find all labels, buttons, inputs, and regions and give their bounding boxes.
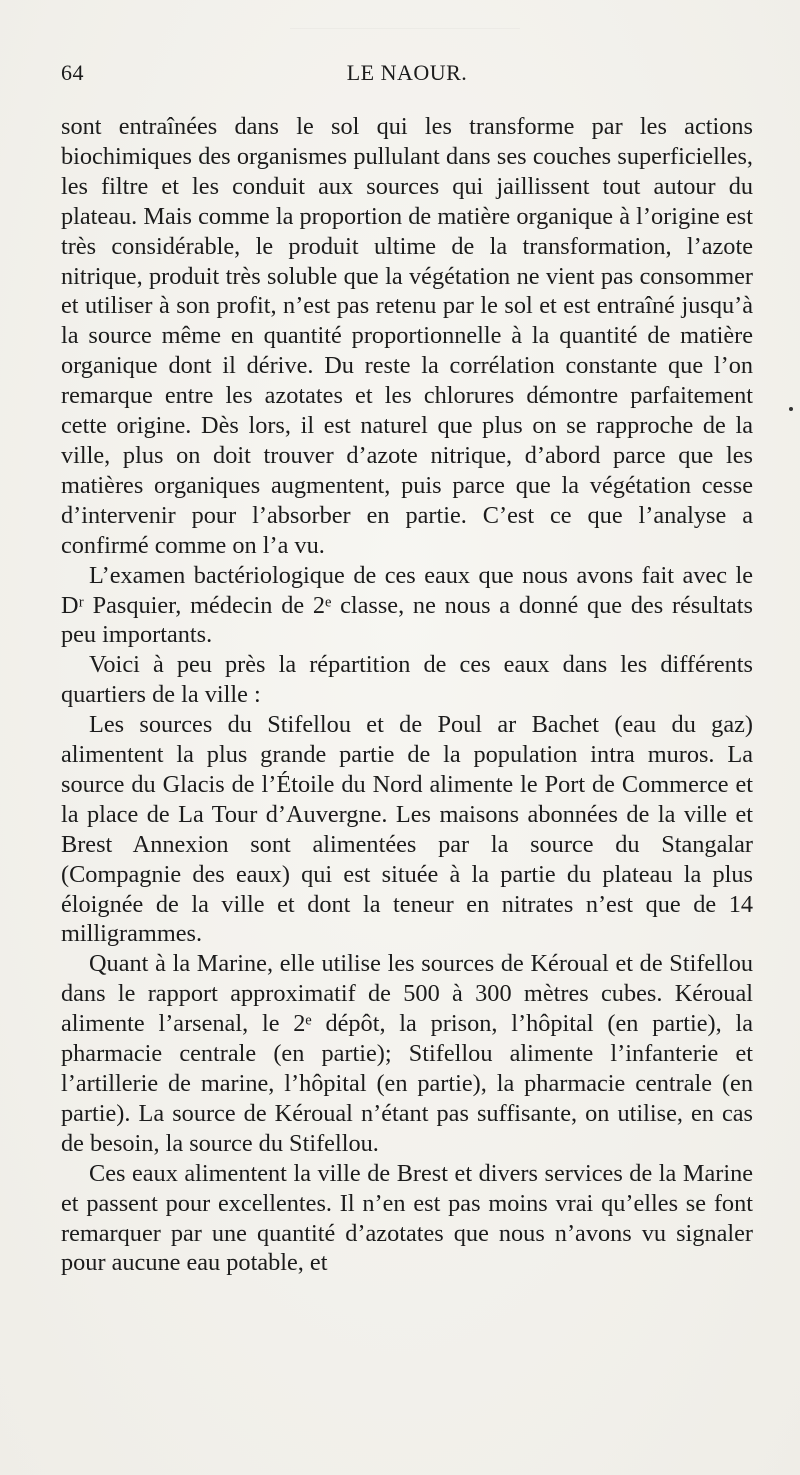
paragraph-navy-sources: Quant à la Marine, elle utilise les sources de Kéroual et de Stifellou dans le rapport approximatif de 500 à 300 mètres cubes. Kéroual alimente l’arsenal, le 2ᵉ dépôt, la prison, l’hôpital (en partie), la pharmacie centrale (en partie); Stifellou alimente l’infanterie et l’artillerie de marine, l’hôpital (en partie), la pharmacie centrale (en partie). La source de Kéroual n’étant pas suffisante, on utilise, en cas de besoin, la source du Stifellou. bbox=[61, 950, 753, 1157]
paragraph-continuation: sont entraînées dans le sol qui les transforme par les actions biochimiques des organismes pullulant dans ses couches superficielles, les filtre et les conduit aux sources qui jaillissent tout autour du plateau. Mais comme la proportion de matière organique à l’origine est très considérable, le produit ultime de la transformation, l’azote nitrique, produit très soluble que la végétation ne vient pas consommer et utiliser à son profit, n’est pas retenu par le sol et est entraîné jusqu’à la source même en quantité proportionnelle à la quantité de matière organique dont il dérive. Du reste la corrélation constante que l’on remarque entre les azotates et les chlorures démontre parfaitement cette origine. Dès lors, il est naturel que plus on se rapproche de la ville, plus on doit trouver d’azote nitrique, d’abord parce que les matières organiques augmentent, puis parce que la végétation cesse d’intervenir pour l’absorber en partie. C’est ce que l’analyse a confirmé comme on l’a vu. bbox=[61, 113, 753, 559]
body-text bbox=[61, 112, 753, 1278]
top-edge-bleed bbox=[290, 0, 520, 29]
paragraph-city-sources: Les sources du Stifellou et de Poul ar Bachet (eau du gaz) alimentent la plus grande partie de la population intra muros. La source du Glacis de l’Étoile du Nord alimente le Port de Commerce et la place de La Tour d’Auvergne. Les maisons abonnées de la ville et Brest Annexion sont alimentées par la source du Stangalar (Compagnie des eaux) qui est située à la partie du plateau la plus éloignée de la ville et dont la teneur en nitrates n’est que de 14 milligrammes. bbox=[61, 711, 753, 948]
page-number: 64 bbox=[61, 60, 84, 85]
margin-speck bbox=[789, 407, 793, 411]
paragraph-nitrates: Ces eaux alimentent la ville de Brest et divers services de la Marine et passent pour excellentes. Il n’en est pas moins vrai qu’elles se font remarquer par une quantité d’azotates que nous n’avons vu signaler pour aucune eau potable, et bbox=[61, 1159, 753, 1277]
paragraph-bacteriology: L’examen bactériologique de ces eaux que nous avons fait avec le Dʳ Pasquier, médecin de 2ᵉ classe, ne nous a donné que des résultats peu importants. bbox=[61, 561, 753, 649]
running-head: LE NAOUR. bbox=[346, 60, 468, 85]
page-header bbox=[61, 60, 753, 96]
paragraph-distribution-intro: Voici à peu près la répartition de ces eaux dans les différents quartiers de la ville : bbox=[61, 651, 753, 709]
